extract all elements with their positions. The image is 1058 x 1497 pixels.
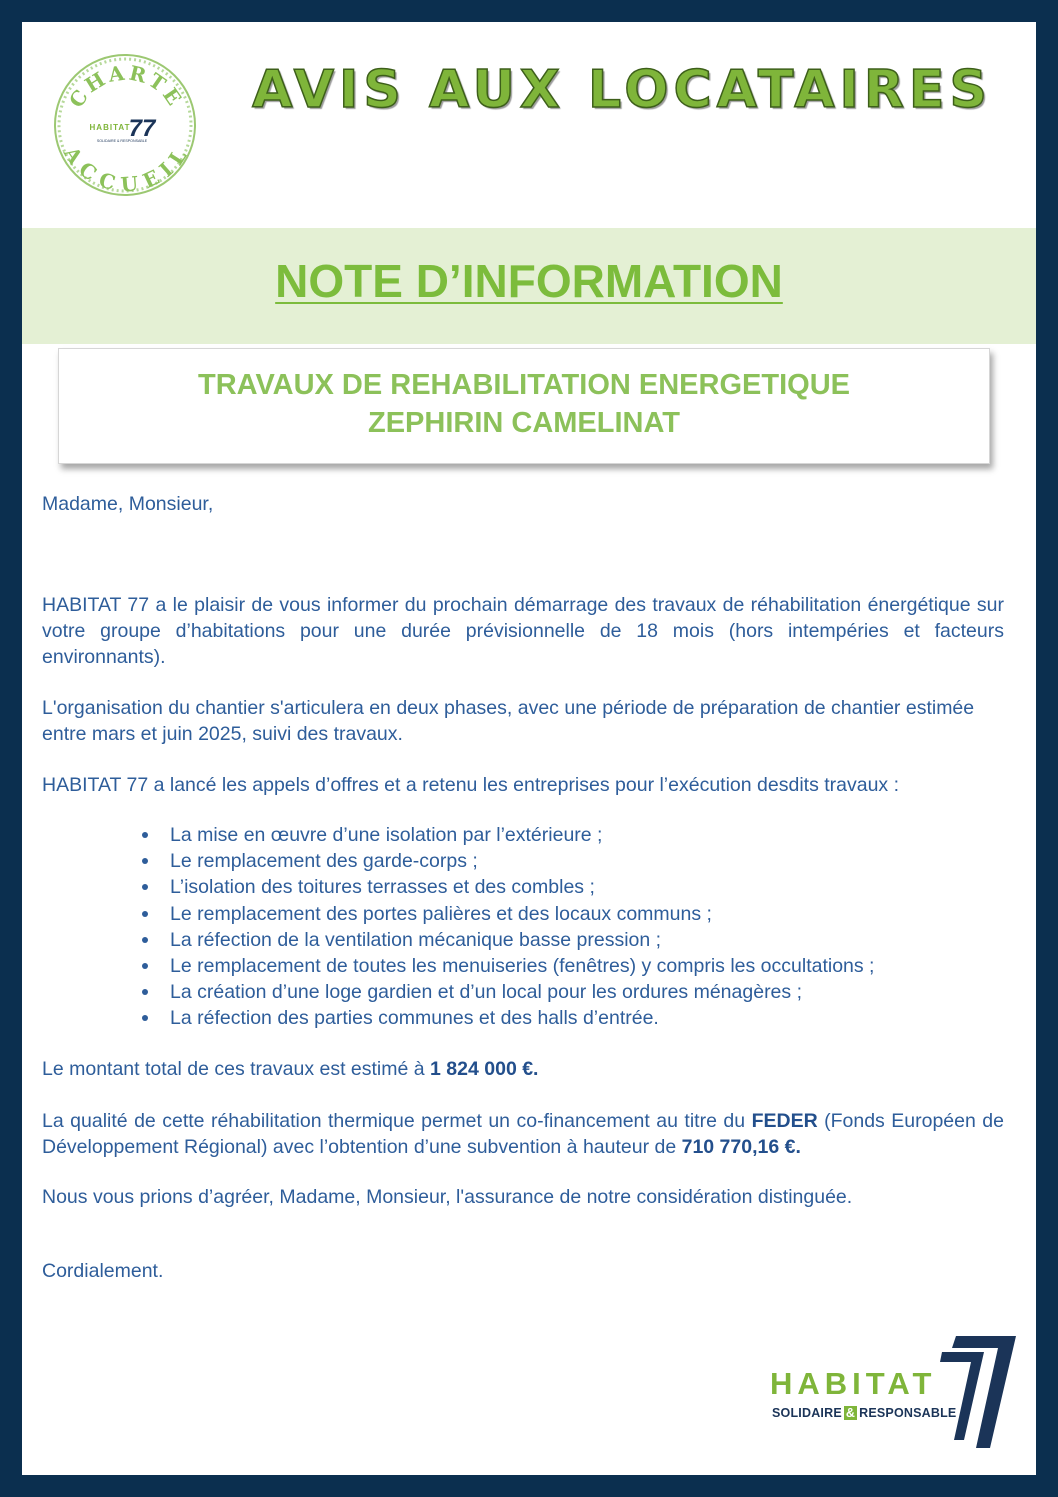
- works-list: [42, 822, 1004, 1032]
- list-item: La création d’une loge gardien et d’un local pour les ordures ménagères ;: [42, 979, 1004, 1005]
- list-item: La réfection des parties communes et des halls d’entrée.: [42, 1005, 1004, 1031]
- habitat77-logo: [770, 1328, 1020, 1453]
- feder-label: FEDER: [751, 1110, 818, 1132]
- feder-text-b: (Fonds Européen de Développement Régional) avec l’obtention d’une subvention à hauteur de: [42, 1110, 1004, 1158]
- feder-text-a: La qualité de cette réhabilitation thermique permet un co-financement au titre du: [42, 1110, 752, 1132]
- montant-amount: 1 824 000 €.: [430, 1058, 539, 1080]
- subvention-amount: 710 770,16 €.: [681, 1136, 801, 1158]
- seal-bottom-text: ACCUEIL: [59, 142, 193, 197]
- montant-text: Le montant total de ces travaux est estimé à: [42, 1058, 431, 1080]
- logo-tagline: [772, 1406, 956, 1420]
- list-item: Le remplacement des garde-corps ;: [42, 848, 1004, 874]
- paragraph-feder: [42, 1108, 1004, 1160]
- charte-accueil-seal: [52, 52, 198, 198]
- seal-top-text: CHARTE: [64, 60, 188, 112]
- seal-brand: HABITAT: [89, 123, 131, 132]
- greeting: Madame, Monsieur,: [42, 493, 214, 515]
- list-item: L’isolation des toitures terrasses et des combles ;: [42, 874, 1004, 900]
- note-title: NOTE D’INFORMATION: [275, 255, 783, 307]
- paragraph-intro: HABITAT 77 a le plaisir de vous informer du prochain démarrage des travaux de réhabilitation énergétique sur votre groupe d’habitations pour une durée prévisionnelle de 18 mois (hors intempéries et facteurs environnants).: [42, 594, 1004, 668]
- seal-77: 77: [128, 115, 156, 142]
- paragraph-montant: [42, 1056, 1004, 1082]
- paragraph-appels-offres: HABITAT 77 a lancé les appels d’offres et a retenu les entreprises pour l’exécution desdits travaux :: [42, 774, 900, 796]
- logo-tagline-amp: &: [845, 1406, 856, 1420]
- avis-title: AVIS AUX LOCATAIRES: [252, 60, 992, 120]
- subject-line-2: ZEPHIRIN CAMELINAT: [367, 407, 680, 439]
- subject-box: [58, 348, 990, 464]
- paragraph-organisation: L'organisation du chantier s'articulera en deux phases, avec une période de préparation de chantier estimée entre mars et juin 2025, suivi des travaux.: [42, 697, 975, 745]
- list-item: La mise en œuvre d’une isolation par l’extérieure ;: [42, 822, 1004, 848]
- logo-tagline-a: SOLIDAIRE: [772, 1406, 842, 1420]
- subject-line-1: TRAVAUX DE REHABILITATION ENERGETIQUE: [198, 369, 850, 401]
- logo-word: HABITAT: [770, 1366, 937, 1401]
- seal-tagline: SOLIDAIRE & RESPONSABLE: [96, 139, 148, 143]
- list-item: Le remplacement des portes palières et des locaux communs ;: [42, 901, 1004, 927]
- list-item: Le remplacement de toutes les menuiseries (fenêtres) y compris les occultations ;: [42, 953, 1004, 979]
- logo-77-mark: [938, 1328, 1018, 1453]
- list-item: La réfection de la ventilation mécanique basse pression ;: [42, 927, 1004, 953]
- logo-tagline-b: RESPONSABLE: [859, 1406, 957, 1420]
- paragraph-politesse: Nous vous prions d’agréer, Madame, Monsieur, l'assurance de notre considération distinguée.: [42, 1186, 853, 1208]
- closing: Cordialement.: [42, 1260, 164, 1282]
- document-page: [22, 22, 1036, 1475]
